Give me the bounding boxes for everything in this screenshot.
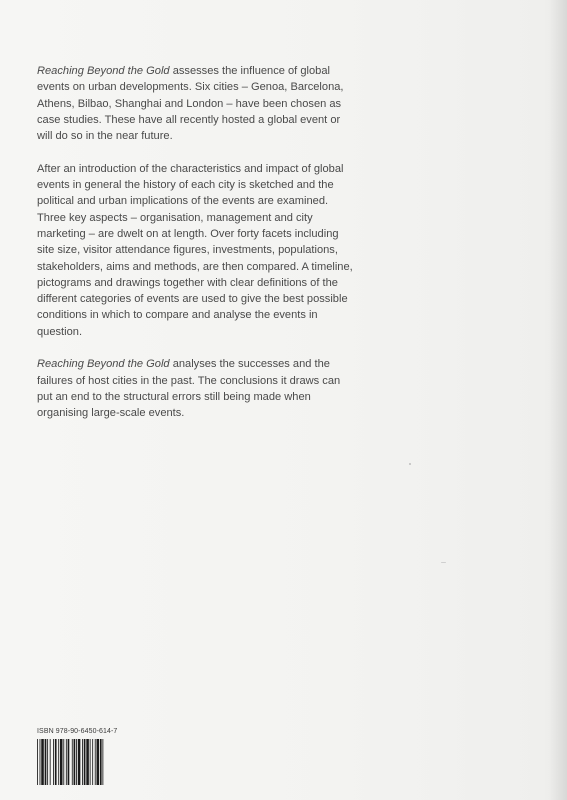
barcode-bar — [58, 739, 59, 785]
book-title-italic: Reaching Beyond the Gold — [37, 65, 170, 77]
barcode-bar — [45, 739, 47, 785]
barcode-bar — [90, 739, 91, 785]
barcode-bar — [82, 739, 83, 785]
blurb-paragraph-1: Reaching Beyond the Gold assesses the influence of global events on urban developments. Six cities – Genoa, Barcelona, Athens, Bilbao, Shanghai and London – have been chosen as case studies. These have all recently hosted a global event or will do so in the near future. — [37, 65, 344, 143]
blurb — [37, 63, 357, 438]
barcode-bar — [55, 739, 57, 785]
isbn-label: ISBN 978-90-6450-614-7 — [37, 728, 118, 735]
barcode-bar — [68, 739, 70, 785]
barcode-bar — [97, 739, 100, 785]
barcode-bar — [66, 739, 67, 785]
barcode-bar — [53, 739, 54, 785]
barcode-bar — [92, 739, 93, 785]
barcode-bar — [102, 739, 103, 785]
barcode-bar — [84, 739, 86, 785]
book-title-italic: Reaching Beyond the Gold — [37, 358, 170, 371]
barcode-bar — [37, 739, 38, 785]
barcode-bar — [78, 739, 81, 785]
blurb-paragraph-2: After an introduction of the characteristics and impact of global events in general the history of each city is sketched and the political and urban implications of the events are examined. Three key aspects – organisation, management and city marketing – are dwelt on at length. Over forty facets including site size, visitor attendance figures, investments, populations, stakeholders, aims and methods, are then compared. A timeline, pictograms and drawings together with clear definitions of the different categories of events are used to give the best possible conditions in which to compare and analyse the events in question. — [37, 162, 353, 338]
barcode-bar — [41, 739, 44, 785]
barcode-bar — [72, 739, 73, 785]
barcode-bar — [47, 739, 48, 785]
barcode-bar — [60, 739, 63, 785]
barcode-bar — [40, 739, 41, 785]
paper-speck — [409, 463, 411, 465]
barcode-bar — [76, 739, 77, 785]
barcode-bar — [95, 739, 96, 785]
barcode-bar — [63, 739, 64, 785]
spine-shadow — [549, 0, 567, 800]
paper-speck — [441, 562, 446, 563]
barcode — [37, 739, 131, 785]
blurb-paragraph-3: Reaching Beyond the Gold analyses the successes and the failures of host cities in the past. The conclusions it draws can put an end to the structural errors still being made when organising large-scale events. — [37, 358, 341, 420]
barcode-bar — [86, 739, 89, 785]
barcode-bar — [74, 739, 76, 785]
barcode-bar — [50, 739, 51, 785]
barcode-bar — [100, 739, 102, 785]
